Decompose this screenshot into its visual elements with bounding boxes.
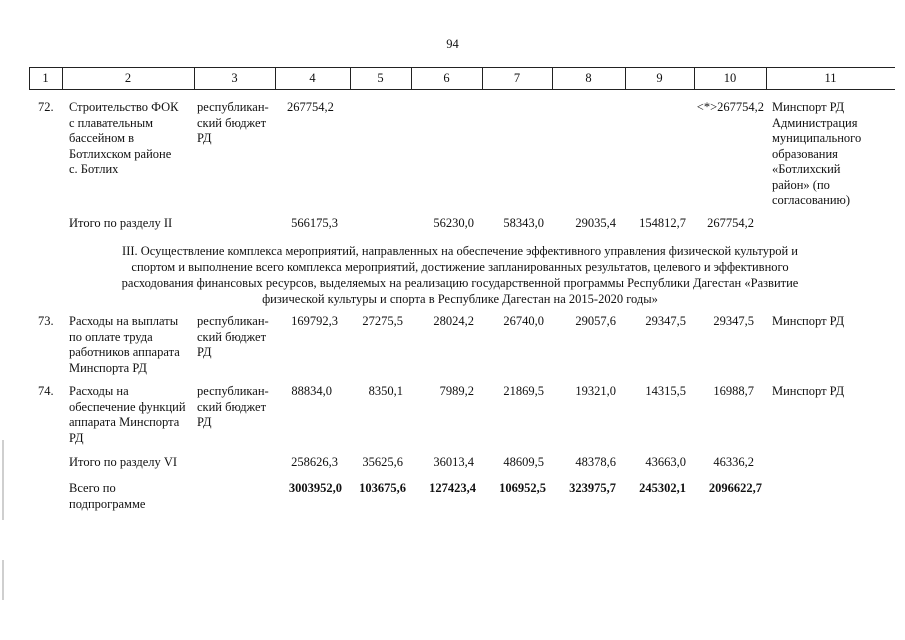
row-number: 74. [38,384,54,398]
cell-2020: <*>267754,2 [696,100,764,114]
cell-2019: 43663,0 [645,455,686,469]
cell-2019: 154812,7 [639,216,686,230]
section-title: III. Осуществление комплекса мероприятий, направленных на обеспечение эффективного управления физической культурой и спортом и выполнение всего комплекса мероприятий, достижение запланированных результатов, целевого и эффективного расходования финансовых ресурсов, выделяемых на реализацию государственной программы Республики Дагестан «Развитие физической культуры и спорта в Республике Дагестан на 2015-2020 годы» [121,244,799,306]
cell-2019: 29347,5 [645,314,686,328]
header-cell: 3 [231,71,238,85]
cell-2019: 14315,5 [645,384,686,398]
row-name: Строительство ФОК с плавательным бассейном в Ботлихском районе с. Ботлих [69,100,179,176]
row-name: Расходы на обеспечение функций аппарата Минспорта РД [69,384,186,445]
cell-2020: 267754,2 [707,216,754,230]
cell-2018: 29035,4 [575,216,616,230]
cell-2020: 29347,5 [713,314,754,328]
header-cell: 4 [309,71,316,85]
cell-2015: 8350,1 [368,384,403,398]
row-name: Итого по разделу VI [69,455,178,469]
cell-2018: 323975,7 [569,481,616,495]
cell-2020: 2096622,7 [708,481,762,495]
header-cell: 7 [513,71,521,85]
cell-total: 258626,3 [291,455,338,469]
row-executor: Минспорт РД Администрация муниципального образования «Ботлихский район» (по согласованию) [772,100,862,207]
header-cell: 8 [585,71,592,85]
header-cell: 5 [377,71,384,85]
row-executor: Минспорт РД [772,314,845,328]
cell-2015: 103675,6 [359,481,406,495]
row-funding-source: республикан- ский бюджет РД [197,100,269,145]
cell-2019: 245302,1 [639,481,686,495]
row-funding-source: республикан- ский бюджет РД [197,314,269,359]
cell-total: 88834,0 [291,384,332,398]
scan-artifact [2,560,4,600]
cell-2016: 36013,4 [433,455,474,469]
row-number: 73. [38,314,54,328]
cell-2018: 19321,0 [575,384,616,398]
cell-2017: 106952,5 [499,481,546,495]
page-number: 94 [446,37,459,51]
row-number: 72. [38,100,54,114]
cell-2016: 127423,4 [429,481,476,495]
row-name: Итого по разделу II [69,216,173,230]
header-bottom-border [29,89,895,90]
cell-total: 3003952,0 [288,481,342,495]
scan-artifact [2,440,4,520]
header-cell: 1 [42,71,49,85]
cell-2016: 56230,0 [433,216,474,230]
cell-2018: 48378,6 [575,455,616,469]
cell-2016: 28024,2 [433,314,474,328]
cell-2017: 26740,0 [503,314,544,328]
header-cell: 6 [443,71,450,85]
cell-total: 169792,3 [291,314,338,328]
cell-2018: 29057,6 [575,314,616,328]
cell-total: 566175,3 [291,216,338,230]
cell-2020: 16988,7 [713,384,754,398]
cell-2015: 27275,5 [362,314,403,328]
cell-2017: 58343,0 [503,216,544,230]
cell-total: 267754,2 [287,100,334,114]
header-cell: 9 [656,71,663,85]
cell-2020: 46336,2 [713,455,754,469]
header-cell: 11 [824,71,837,85]
header-cell: 2 [124,71,132,85]
header-cell: 10 [723,71,737,85]
cell-2017: 48609,5 [503,455,544,469]
row-executor: Минспорт РД [772,384,845,398]
row-name: Расходы на выплаты по оплате труда работников аппарата Минспорта РД [69,314,180,375]
cell-2017: 21869,5 [503,384,544,398]
row-funding-source: республикан- ский бюджет РД [197,384,269,429]
row-name: Всего по подпрограмме [69,481,146,511]
cell-2016: 7989,2 [439,384,474,398]
cell-2015: 35625,6 [362,455,403,469]
